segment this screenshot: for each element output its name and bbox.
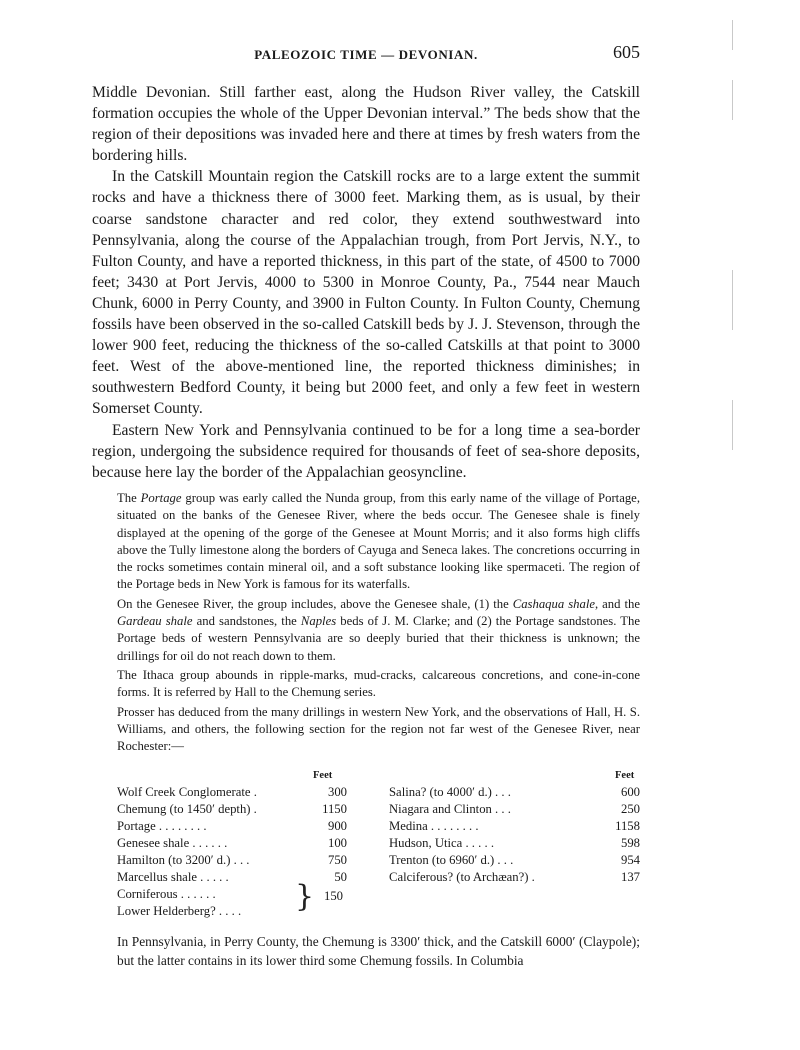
main-paragraph-2: In the Catskill Mountain region the Catskill rocks are to a large extent the summit rocks and have a thickness there of 3000 feet. Marking them, as is usual, by their coarse sandstone character and red color, they extend southwestward into Pennsylvania, along the course of the Appalachian trough, from Port Jervis, N.Y., to Fulton County, and have a reported thickness, in this part of the state, of 4500 to 7000 feet; 3430 at Port Jervis, 4000 to 5300 in Monroe County, Pa., 7544 near Mauch Chunk, 6000 in Perry County, and 3900 in Fulton County. In Fulton County, Chemung fossils have been observed in the so-called Catskill beds by J. J. Stevenson, through the lower 900 feet, reducing the thickness of the so-called Catskills at that point to 3000 feet. West of the above-mentioned line, the reported thickness diminishes; in southwestern Bedford County, it being but 2000 feet, and only a few feet in western Somerset County. bbox=[92, 168, 640, 418]
note-italic: Cashaqua shale bbox=[512, 596, 595, 611]
formation-thickness: 100 bbox=[327, 836, 347, 850]
note-italic: Gardeau shale bbox=[117, 614, 193, 629]
running-title: PALEOZOIC TIME — DEVONIAN. bbox=[254, 47, 478, 62]
note-italic: Naples bbox=[300, 614, 337, 629]
formation-thickness: 598 bbox=[620, 836, 640, 850]
formation-name: Trenton (to 6960′ d.) . . . bbox=[389, 853, 514, 867]
note-text: On the Genesee River, the group includes, above the Genesee shale, (1) the bbox=[117, 596, 513, 611]
section-row bbox=[389, 801, 640, 818]
formation-name: Chemung (to 1450′ depth) . bbox=[117, 802, 257, 816]
formation-name: Corniferous . . . . . . bbox=[117, 887, 216, 901]
formation-thickness: 300 bbox=[327, 785, 347, 799]
main-paragraph-3: Eastern New York and Pennsylvania continued to be for a long time a sea-border region, undergoing the subsidence required for thousands of feet of sea-shore deposits, because here lay the border of the Appalachian geosyncline. bbox=[92, 421, 640, 481]
formation-thickness: 900 bbox=[327, 819, 347, 833]
section-row bbox=[117, 801, 347, 818]
feet-header: Feet bbox=[313, 770, 333, 781]
section-row bbox=[117, 784, 347, 801]
feet-header: Feet bbox=[615, 770, 635, 781]
formation-name: Hudson, Utica . . . . . bbox=[389, 836, 495, 850]
formation-name: Lower Helderberg? . . . . bbox=[117, 904, 242, 918]
note-paragraph-genesee bbox=[117, 596, 640, 665]
note-text: group was early called the Nunda group, from this early name of the village of Portage, situated on the banks of the Genesee River, where the beds occur. The Genesee shale is finely displayed at the opening of the gorge of the Genesee at Mount Morris; and it also forms high cliffs above the Tully limestone along the borders of Cayuga and Seneca lakes. The concretions occurring in the rocks sometimes contain mineral oil, and a soft substance looking like spermaceti. The region of the Portage beds in New York is famous for its waterfalls. bbox=[117, 491, 640, 592]
formation-name: Niagara and Clinton . . . bbox=[389, 802, 511, 816]
section-row bbox=[117, 818, 347, 835]
formation-thickness: 750 bbox=[327, 853, 347, 867]
page-edge-marks bbox=[728, 20, 742, 460]
stratigraphic-section-table: Feet Wolf Creek Conglomerate . 300 Chemung (to 1450′ depth) . 1150 Portage . . . . . . . . 900 Genesee shale . . . . . . 100 Hamilton (to 3200′ d.) . . . 750 Marcellus shale . . . . . 50 Corniferous . . . . . . Lower Helderberg? . . . . Feet Salina? (to 4000′ d.) . . . 600 Niagara and Clinton . . . 250 Medina . . . . . . . . 1158 Hudson, Utica . . . . . 598 Trenton (to 6960′ d.) . . . 954 Calciferous? (to Archæan?) . 137 } 150 bbox=[117, 770, 640, 918]
section-row bbox=[389, 869, 640, 886]
section-row bbox=[389, 835, 640, 852]
note-text: and sandstones, the bbox=[192, 614, 301, 629]
formation-thickness: 1150 bbox=[322, 802, 347, 816]
section-row bbox=[389, 818, 640, 835]
main-text bbox=[92, 82, 640, 483]
formation-name: Genesee shale . . . . . . bbox=[117, 836, 228, 850]
bottom-text: In Pennsylvania, in Perry County, the Chemung is 3300′ thick, and the Catskill 6000′ (Claypole); but the latter contains in its lower third some Chemung fossils. In Columbia bbox=[117, 934, 640, 968]
note-italic: Portage bbox=[140, 491, 182, 505]
formation-thickness: 1158 bbox=[615, 819, 640, 833]
formation-thickness: 50 bbox=[334, 870, 347, 884]
note-text: , and the bbox=[594, 596, 640, 611]
section-row bbox=[389, 784, 640, 801]
section-row bbox=[389, 852, 640, 869]
formation-thickness: 137 bbox=[620, 870, 640, 884]
note-paragraph-portage bbox=[117, 490, 640, 594]
formation-name: Salina? (to 4000′ d.) . . . bbox=[389, 785, 511, 799]
formation-thickness: 600 bbox=[620, 785, 640, 799]
page-number: 605 bbox=[613, 42, 640, 62]
formation-name: Portage . . . . . . . . bbox=[117, 819, 207, 833]
main-paragraph-1: Middle Devonian. Still farther east, along the Hudson River valley, the Catskill formation occupies the whole of the Upper Devonian interval.” The beds show that the region of their depositions was invaded here and there at times by fresh waters from the bordering hills. bbox=[92, 84, 640, 165]
running-head bbox=[92, 42, 640, 64]
formation-name: Wolf Creek Conglomerate . bbox=[117, 785, 257, 799]
note-paragraph-ithaca: The Ithaca group abounds in ripple-marks, mud-cracks, calcareous concretions, and cone-in-cone forms. It is referred by Hall to the Chemung series. bbox=[117, 667, 640, 700]
section-row bbox=[117, 835, 347, 852]
formation-thickness: 954 bbox=[620, 853, 640, 867]
section-row bbox=[117, 852, 347, 869]
note-text: beds of J. M. Clarke; and (2) the Portage sandstones. The Portage beds of western Pennsylvania are so deeply buried that their thickness is unknown; the drillings for oil do not reach down to them. bbox=[117, 614, 641, 663]
formation-name: Marcellus shale . . . . . bbox=[117, 870, 229, 884]
formation-thickness: 250 bbox=[620, 802, 640, 816]
note-text: The bbox=[117, 491, 141, 505]
brace-symbol: } bbox=[295, 879, 315, 914]
formation-name: Medina . . . . . . . . bbox=[389, 819, 479, 833]
small-print-notes bbox=[117, 490, 640, 757]
formation-name: Calciferous? (to Archæan?) . bbox=[389, 870, 535, 884]
formation-name: Hamilton (to 3200′ d.) . . . bbox=[117, 853, 250, 867]
bottom-paragraph bbox=[117, 932, 640, 970]
note-paragraph-prosser: Prosser has deduced from the many drillings in western New York, and the observations of Hall, H. S. Williams, and others, the following section for the region not far west of the Genesee River, near Rochester:— bbox=[117, 704, 640, 754]
